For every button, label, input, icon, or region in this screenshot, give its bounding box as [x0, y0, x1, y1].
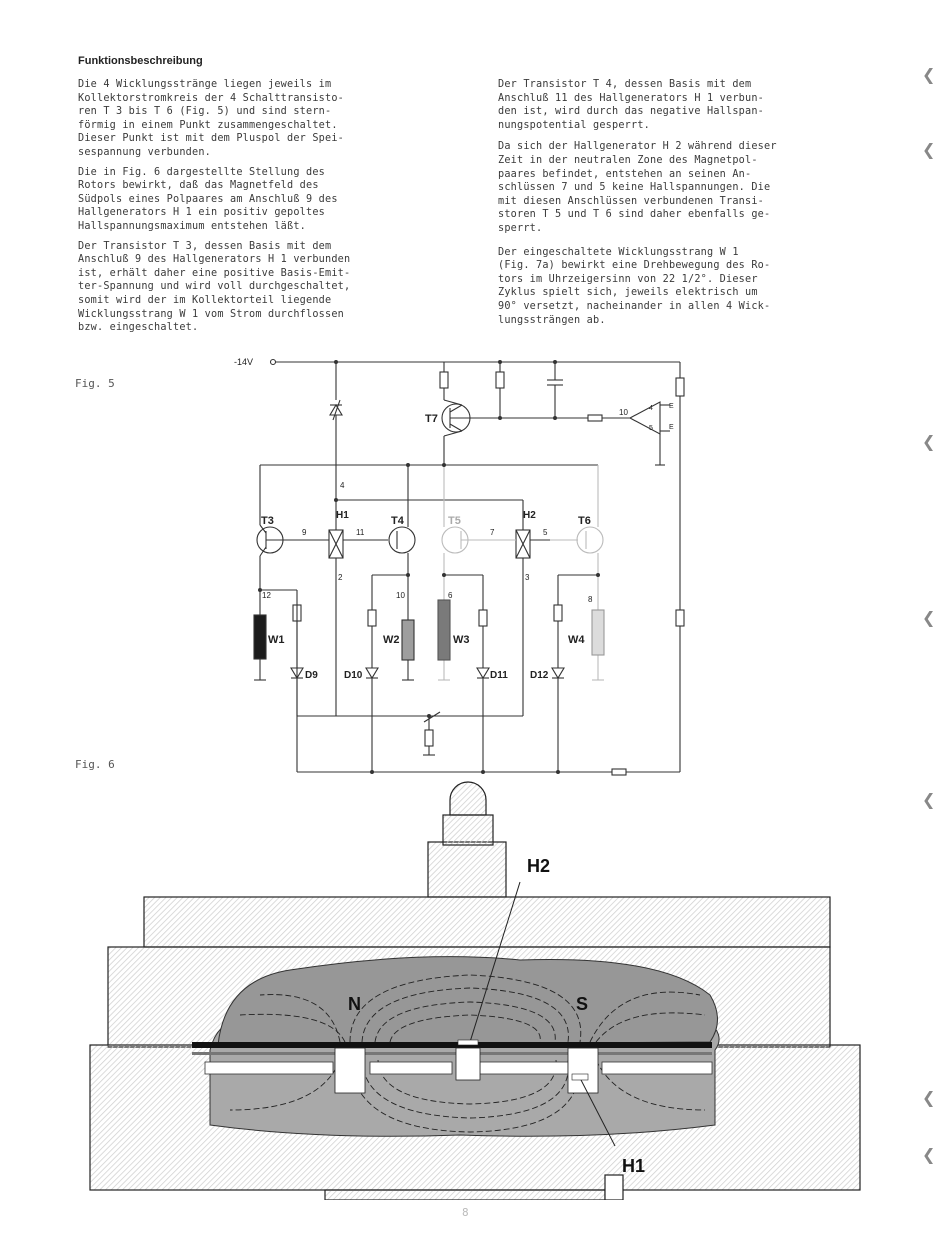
w1-label: W1: [268, 634, 285, 646]
paragraph: Der Transistor T 3, dessen Basis mit dem Anschluß 9 des Hallgenerators H 1 verbunden ist, erhält daher eine positive Basis-Emit- ter-Spannung und wird voll durchgeschaltet, somit wird der im Kollektorteil liegende Wicklungsstrang W 1 vom Strom durchflossen bzw. eingeschaltet.: [78, 240, 351, 334]
d9-label: D9: [305, 670, 318, 681]
w3-label: W3: [453, 634, 470, 646]
opamp-pin-10: 10: [619, 408, 628, 417]
node-11: 11: [356, 528, 365, 537]
d11-label: D11: [490, 670, 508, 681]
t4-label: T4: [391, 515, 404, 527]
motor-cross-section: [0, 780, 950, 1200]
paragraph: Da sich der Hallgenerator H 2 während dieser Zeit in der neutralen Zone des Magnetpol- paares befindet, entstehen an seinen An- schlüssen 7 und 5 keine Hallspannungen. Die mit diesen Anschlüssen verbundenen Transi- storen T 5 und T 6 sind daher ebenfalls ge- sperrt.: [498, 141, 777, 234]
w4-label: W4: [568, 634, 585, 646]
node-9: 9: [302, 528, 307, 537]
node-10: 10: [396, 591, 405, 600]
page-number: 8: [462, 1206, 469, 1219]
punch-hole-icon: ❮: [922, 140, 936, 159]
punch-hole-icon: ❮: [922, 432, 936, 451]
h1-label: H1: [336, 510, 349, 521]
t7-label: T7: [425, 413, 438, 425]
opamp-e1: E: [669, 403, 674, 410]
node-4: 4: [340, 481, 345, 490]
fig5-label: Fig. 5: [75, 377, 115, 390]
node-12: 12: [262, 591, 271, 600]
node-5: 5: [543, 528, 548, 537]
h1-sensor-label: H1: [622, 1156, 646, 1176]
w2-label: W2: [383, 634, 400, 646]
paragraph: Die 4 Wicklungsstränge liegen jeweils im Kollektorstromkreis der 4 Schalttransisto- ren T 3 bis T 6 (Fig. 5) und sind stern- förmig in einem Punkt zusammengeschaltet. Dieser Punkt ist mit dem Pluspol der Spei- sespannung verbunden.: [78, 79, 345, 158]
paragraph: Der Transistor T 4, dessen Basis mit dem Anschluß 11 des Hallgenerators H 1 verbun- den ist, wird durch das negative Hallspan- nungspotential gesperrt.: [498, 79, 765, 131]
t5-label: T5: [448, 515, 461, 527]
punch-hole-icon: ❮: [922, 790, 936, 809]
d10-label: D10: [344, 670, 363, 681]
node-3: 3: [525, 573, 530, 582]
punch-hole-icon: ❮: [922, 608, 936, 627]
north-pole-label: N: [348, 994, 361, 1014]
t3-label: T3: [261, 515, 274, 527]
punch-hole-icon: ❮: [922, 65, 936, 84]
section-heading: Funktionsbeschreibung: [78, 55, 203, 67]
supply-label: -14V: [234, 357, 254, 367]
opamp-e2: E: [669, 424, 674, 431]
paragraph: Die in Fig. 6 dargestellte Stellung des Rotors bewirkt, daß das Magnetfeld des Südpols eines Polpaares am Anschluß 9 des Hallgenerators H 1 ein positiv gepoltes Hallspannungsmaximum entstehen läßt.: [78, 166, 338, 232]
d12-label: D12: [530, 670, 549, 681]
south-pole-label: S: [576, 994, 589, 1014]
paragraph: Der eingeschaltete Wicklungsstrang W 1 (Fig. 7a) bewirkt eine Drehbewegung des Ro- tors im Uhrzeigersinn von 22 1/2°. Dieser Zyklus spielt sich, jeweils elektrisch um 90° versetzt, nacheinander in allen 4 Wick- lungssträngen ab.: [498, 246, 771, 326]
punch-hole-icon: ❮: [922, 1088, 936, 1107]
node-2: 2: [338, 573, 343, 582]
punch-hole-icon: ❮: [922, 1145, 936, 1164]
fig6-label: Fig. 6: [75, 758, 115, 771]
node-8: 8: [588, 595, 593, 604]
opamp-pin-4: 4: [649, 405, 653, 412]
opamp-pin-5: 5: [649, 425, 653, 432]
node-7: 7: [490, 528, 495, 537]
h2-label: H2: [523, 510, 536, 521]
node-6: 6: [448, 591, 453, 600]
t6-label: T6: [578, 515, 591, 527]
h2-sensor-label: H2: [527, 856, 551, 876]
